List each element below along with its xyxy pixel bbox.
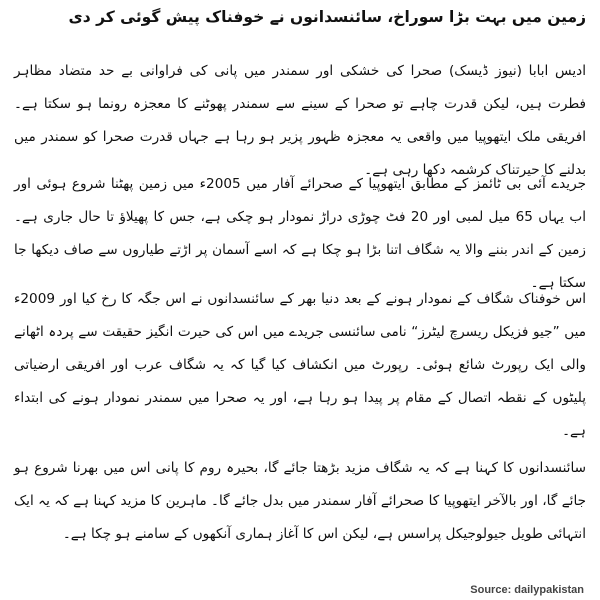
news-article [14, 0, 586, 600]
article-paragraph-3: اس خوفناک شگاف کے نمودار ہونے کے بعد دنیا بھر کے سائنسدانوں نے اس جگہ کا رخ کیا اور 2009ء میں ”جیو فزیکل ریسرچ لیٹرز“ نامی سائنسی جریدے میں اس کی حیرت انگیز حقیقت سے پردہ اٹھانے والی ایک رپورٹ شائع ہوئی۔ رپورٹ میں انکشاف کیا گیا کہ یہ شگاف عرب اور افریقی ارضیاتی پلیٹوں کے نقطہ اتصال کے مقام پر پیدا ہو رہا ہے، اور یہ صحرا میں سمندر نمودار ہونے کی ابتداء ہے۔ [14, 291, 586, 439]
article-paragraph-1: ادیس ابابا (نیوز ڈیسک) صحرا کی خشکی اور سمندر میں پانی کی فراوانی بے حد متضاد مظاہر فطرت ہیں، لیکن قدرت چاہے تو صحرا کے سینے سے سمندر پھوٹنے کا معجزہ رونما ہو سکتا ہے۔ افریقی ملک ایتھوپیا میں واقعی یہ معجزہ ظہور پزیر ہو رہا ہے جہاں قدرت صحرا کو سمندر میں بدلنے کا حیرتناک کرشمہ دکھا رہی ہے۔ [14, 63, 586, 178]
article-paragraph-4: سائنسدانوں کا کہنا ہے کہ یہ شگاف مزید بڑھتا جائے گا، بحیرہ روم کا پانی اس میں بھرنا شروع ہو جائے گا، اور بالآخر ایتھوپیا کا صحرائے آفار سمندر میں بدل جائے گا۔ ماہرین کا مزید کہنا ہے کہ یہ ایک انتہائی طویل جیولوجیکل پراسس ہے، لیکن اس کا آغاز ہماری آنکھوں کے سامنے ہو چکا ہے۔ [14, 460, 586, 542]
source-credit: Source: dailypakistan [470, 584, 584, 596]
article-paragraph-2: جریدے آئی بی ٹائمز کے مطابق ایتھوپیا کے صحرائے آفار میں 2005ء میں زمین پھٹنا شروع ہوئی اور اب یہاں 65 میل لمبی اور 20 فٹ چوڑی دراڑ نمودار ہو چکی ہے، جس کا پھیلاؤ تا حال جاری ہے۔ زمین کے اندر بننے والا یہ شگاف اتنا بڑا ہو چکا ہے کہ اسے آسمان پر اڑتے طیاروں سے صاف دیکھا جا سکتا ہے۔ [14, 176, 586, 291]
article-headline: زمین میں بہت بڑا سوراخ، سائنسدانوں نے خوفناک پیش گوئی کر دی [68, 8, 586, 26]
